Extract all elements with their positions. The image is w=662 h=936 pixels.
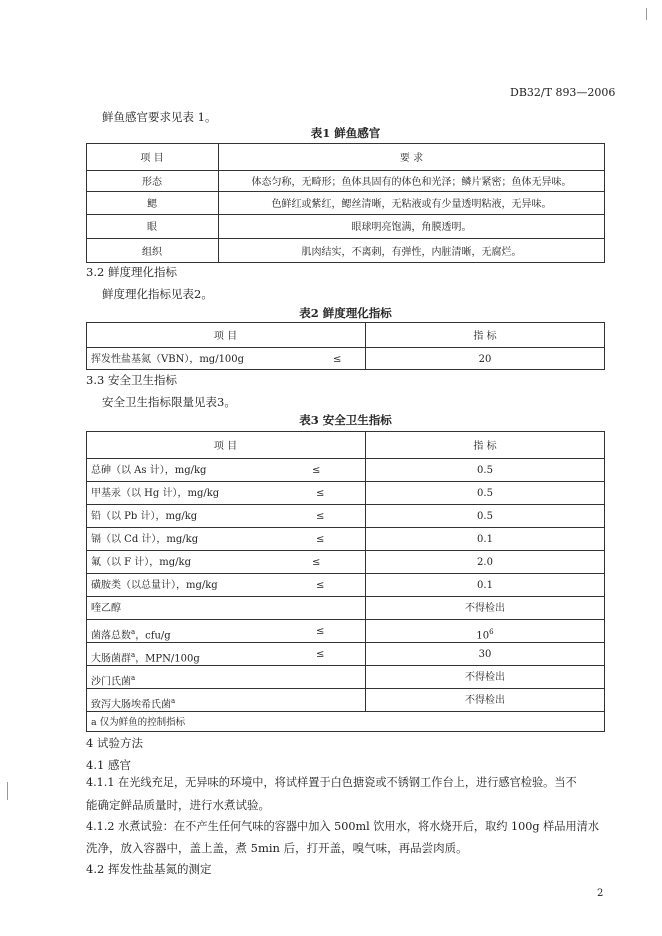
table3-row-item: 总砷（以 As 计），mg/kg [91,465,207,476]
table3-row-item: 喹乙醇 [91,603,121,614]
table3-row-item: 菌落总数$^a$，cfu/g [91,628,171,642]
table3-row-value: 0.1 [477,580,493,591]
table3-row-item: 甲基汞（以 Hg 计），mg/kg [91,488,220,499]
intro-text: 鲜鱼感官要求见表 1。 [102,110,217,124]
table1-row-item: 鳃 [147,199,157,210]
section-3-2-text: 鲜度理化指标见表2。 [102,287,213,301]
table3-row-op: ≤ [312,465,321,476]
page-number: 2 [597,888,604,899]
table3-row-value: 不得检出 [465,672,505,683]
table3-row-op: ≤ [316,488,325,499]
section-4-1-1-line1: 4.1.1 在光线充足，无异味的环境中，将试样置于白色搪瓷或不锈钢工作台上，进行感官检验。当不 [86,776,577,789]
table3-row-value: 不得检出 [465,603,505,614]
table1-row-req: 肌肉结实，不离刺，有弹性，内脏清晰，无腐烂。 [301,247,522,258]
table1-title: 表1 鲜鱼感官 [310,126,381,140]
table3-row-value: 0.5 [477,488,493,499]
table3-row-value: $10^6$ [476,628,494,642]
table3-row-op: ≤ [312,557,321,568]
table3-col-item: 项 目 [213,441,238,452]
section-4-2-heading: 4.2 挥发性盐基氮的测定 [86,862,212,876]
table1-row-req: 体态匀称，无畸形；鱼体具固有的体色和光泽；鳞片紧密；鱼体无异味。 [251,177,572,188]
table1-col-req: 要 求 [399,153,424,164]
table3-row-item: 铅（以 Pb 计），mg/kg [91,511,198,522]
table1-row-req: 色鲜红或紫红，鳃丝清晰，无粘液或有少量透明粘液，无异味。 [271,199,552,210]
section-3-2-heading: 3.2 鲜度理化指标 [86,265,177,279]
table3-title: 表3 安全卫生指标 [299,413,392,427]
table3-row-op: ≤ [316,649,325,660]
doc-code: DB32/T 893—2006 [510,86,616,99]
table3-row-item: 磺胺类（以总量计），mg/kg [91,580,218,591]
section-4-1-2-line2: 洗净，放入容器中，盖上盖，煮 5min 后，打开盖，嗅气味，再品尝肉质。 [86,841,468,855]
section-4-1-heading: 4.1 感官 [86,758,131,772]
table3-row-item: 致泻大肠埃希氏菌$^a$ [91,697,176,711]
table1-row-item: 形态 [142,177,162,188]
table3-row-item: 镉（以 Cd 计），mg/kg [91,534,199,545]
table2-col-value: 指 标 [473,331,497,342]
table3-row-value: 2.0 [477,557,493,568]
table3-row-value: 0.5 [477,511,493,522]
section-4-1-2-line1: 4.1.2 水煮试验：在不产生任何气味的容器中加入 500ml 饮用水，将水烧开后，取约 100g 样品用清水 [86,820,600,833]
table2-row-op: ≤ [333,354,342,365]
table1-row-req: 眼球明亮饱满，角膜透明。 [351,222,472,233]
table3-row-value: 0.5 [477,465,493,476]
table1-row-item: 眼 [147,222,157,233]
table3-row-value: 不得检出 [465,695,505,706]
table3-row-op: ≤ [316,626,325,637]
table1-row-item: 组织 [142,247,162,258]
table3-col-value: 指 标 [473,441,497,452]
table2-col-item: 项 目 [213,331,238,342]
table3-row-item: 氟（以 F 计），mg/kg [91,557,192,568]
section-4-heading: 4 试验方法 [86,736,143,750]
section-4-1-1-line2: 能确定鲜品质量时，进行水煮试验。 [86,798,270,812]
table3-row-op: ≤ [316,534,325,545]
section-3-3-text: 安全卫生指标限量见表3。 [102,395,236,409]
table2-title: 表2 鲜度理化指标 [299,306,392,320]
table3-row-item: 沙门氏菌$^a$ [91,674,136,688]
scan-mark-top [646,8,647,20]
table3-row-op: ≤ [316,580,325,591]
table2-row-value: 20 [478,354,492,365]
table3-row-value: 30 [478,649,492,660]
table3-footnote: a 仅为鲜鱼的控制指标 [91,717,186,728]
table3-row-value: 0.1 [477,534,493,545]
scan-mark-left [7,782,8,800]
table2-row-item: 挥发性盐基氮（VBN），mg/100g [91,354,245,365]
section-3-3-heading: 3.3 安全卫生指标 [86,373,177,387]
table3-row-op: ≤ [316,511,325,522]
table1-col-item: 项 目 [140,153,164,164]
table3-row-item: 大肠菌群$^a$，MPN/100g [91,651,200,665]
